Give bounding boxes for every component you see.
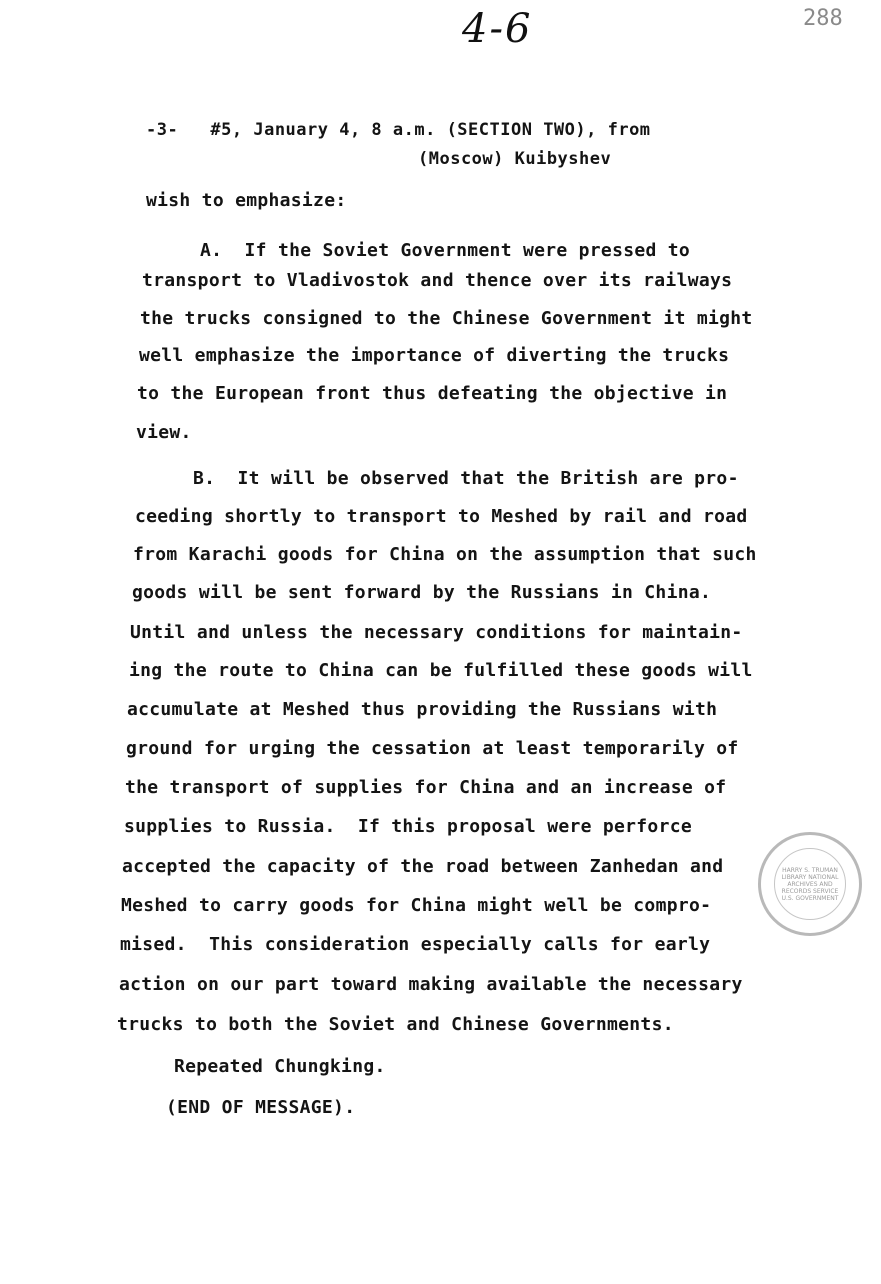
body-line: Meshed to carry goods for China might well be compro- xyxy=(121,895,712,916)
body-line: the transport of supplies for China and an increase of xyxy=(125,777,727,798)
archive-seal-text: HARRY S. TRUMAN LIBRARY NATIONAL ARCHIVES AND RECORDS SERVICE U.S. GOVERNMENT xyxy=(781,866,839,902)
body-line: action on our part toward making available the necessary xyxy=(119,974,743,995)
body-line: ing the route to China can be fulfilled these goods will xyxy=(129,660,753,681)
body-line: ceeding shortly to transport to Meshed by rail and road xyxy=(135,506,748,527)
body-line: ground for urging the cessation at least temporarily of xyxy=(126,738,739,759)
stamped-page-number: 288 xyxy=(803,6,843,31)
body-line: accumulate at Meshed thus providing the Russians with xyxy=(127,699,718,720)
body-line: to the European front thus defeating the objective in xyxy=(137,383,728,404)
body-line: goods will be sent forward by the Russians in China. xyxy=(132,582,712,603)
body-line: transport to Vladivostok and thence over its railways xyxy=(142,270,733,291)
telegram-header-line-1: -3- #5, January 4, 8 a.m. (SECTION TWO), from xyxy=(146,120,651,140)
body-line: Until and unless the necessary conditions for maintain- xyxy=(130,622,743,643)
body-line: accepted the capacity of the road between Zanhedan and xyxy=(122,856,724,877)
telegram-header-line-2: (Moscow) Kuibyshev xyxy=(418,149,612,169)
archive-seal-stamp xyxy=(758,832,862,936)
body-line: trucks to both the Soviet and Chinese Governments. xyxy=(117,1014,674,1035)
archive-seal-inner-ring xyxy=(774,848,846,920)
repeated-line: Repeated Chungking. xyxy=(174,1056,386,1077)
body-line: the trucks consigned to the Chinese Government it might xyxy=(140,308,753,329)
body-line: from Karachi goods for China on the assumption that such xyxy=(133,544,757,565)
handwritten-page-mark: 4-6 xyxy=(462,6,533,52)
body-line: A. If the Soviet Government were pressed to xyxy=(200,240,691,261)
end-of-message: (END OF MESSAGE). xyxy=(166,1097,356,1118)
body-line: supplies to Russia. If this proposal were perforce xyxy=(124,816,692,837)
body-line: wish to emphasize: xyxy=(146,190,347,211)
body-line: well emphasize the importance of diverting the trucks xyxy=(139,345,730,366)
body-line: B. It will be observed that the British are pro- xyxy=(193,468,739,489)
body-line: view. xyxy=(136,422,192,443)
body-line: mised. This consideration especially calls for early xyxy=(120,934,711,955)
